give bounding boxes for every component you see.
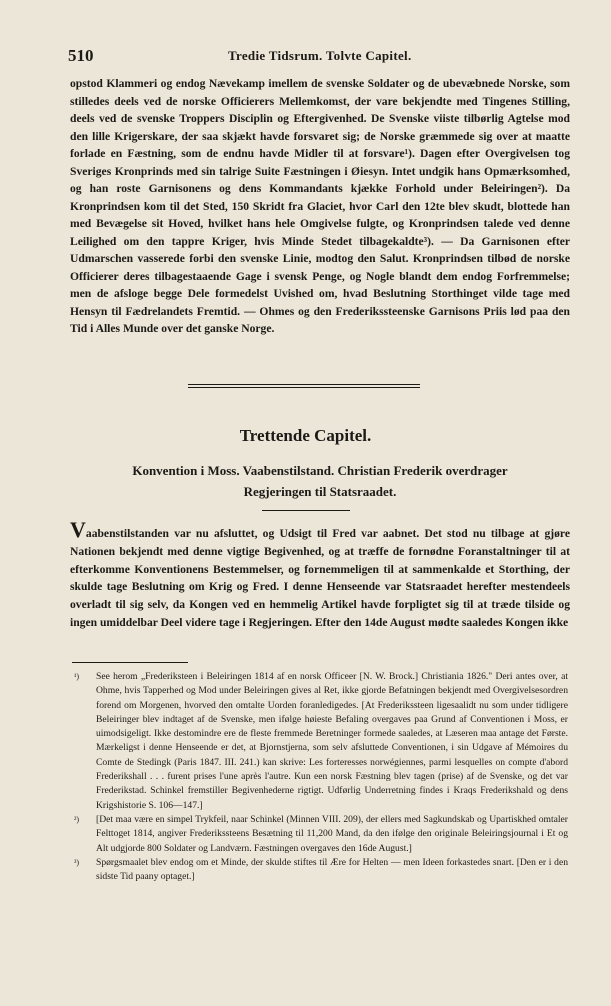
footnote-separator bbox=[72, 662, 188, 663]
page-header bbox=[68, 46, 568, 68]
footnote-text: [Det maa være en simpel Trykfeil, naar Schinkel (Minnen VIII. 209), der ellers med Sagkundskab og Upartiskhed omtaler Felttoget 1814, angiver Frederikssteens Besætning til 11,200 Mand, da den ifølge den originale Beleiringsjournal i Et og Alt udgjorde 800 Soldater og Landværn. Fæstningen overgaves den 16de August.] bbox=[96, 813, 568, 854]
footnote-mark: ²) bbox=[74, 814, 80, 824]
footnote-1 bbox=[74, 670, 568, 813]
footnote-text: See herom „Frederiksteen i Beleiringen 1814 af en norsk Officeer [N. W. Brock.] Christiania 1826." Deri antes over, at Ohme, hvis Tapperhed og Mod under Beleiringen gives al Ret, ikke gjorde Befatningen bekjendt med Overgivelsesordren forend om Morgenen, hvorved den omtalte Uorden foranledigedes. [At Frederikssteen ligesaalidt nu som under tidligere Beleiringer blev indtaget af de Svenske, men ifølge høieste Befaling overgaves paa Grund af Conventionen i Moss, er uimodsigeligt. Ikke destomindre ere de fleste fremmede Beretninger formede saaledes, at Læseren maa antage det Første. Mærkeligst i denne Henseende er det, at Bjornstjerna, som selv afsluttede Conventionen, i sin Udgave af Mémoires du Comte de Stedingk (Paris 1847. III. 241.) kan skrive: Les forteresses norwégiennes, parmi lesquelles on compte d'abord Frederikshall . . . furent prises l'une après l'autre. Kun een norsk Fæstning blev tagen (prise) af de Svenske, og det var Frederikstad. Schinkel fremstiller Begivenhederne rigtigt. Udførlig Underretning findes i Kraqs Frederikshald og dens Krigshistorie S. 106—147.] bbox=[96, 671, 568, 811]
chapter-summary-line-2: Regjeringen til Statsraadet. bbox=[243, 484, 397, 499]
footnote-2 bbox=[74, 813, 568, 856]
chapter-title: Trettende Capitel. bbox=[239, 426, 372, 445]
footnote-3 bbox=[74, 856, 568, 885]
section-divider bbox=[188, 384, 420, 388]
footnote-text: Spørgsmaalet blev endog om et Minde, der skulde stiftes til Ære for Helten — men Ideen forkastedes snart. [Den er i den sidste Tid paany optaget.] bbox=[96, 856, 568, 883]
drop-cap: V bbox=[70, 517, 86, 542]
footnote-mark: ¹) bbox=[74, 672, 80, 681]
running-title: Tredie Tidsrum. Tolvte Capitel. bbox=[228, 48, 412, 63]
summary-divider bbox=[262, 510, 350, 511]
page-number: 510 bbox=[68, 46, 94, 65]
chapter-summary bbox=[90, 460, 550, 502]
chapter-opening-paragraph bbox=[70, 517, 570, 632]
footnote-mark: ³) bbox=[74, 857, 80, 867]
continued-paragraph: opstod Klammeri og endog Nævekamp imellem de svenske Soldater og de ubevæbnede Norske, som stilledes deels ved de norske Officierers Mellemkomst, der vare bekjendte med Tingenes Stilling, deels ved de svenske Troppers Disciplin og Eftergivenhed. De Svenske viiste tilbørlig Agtelse mod den lille Krigerskare, der saa skjækt havde forsvaret sig; de Norske græmmede sig over at maatte forlade en Fæstning, som de endnu havde Midler til at forsvare¹). Dagen efter Overgivelsen tog Sveriges Kronprinds med sin talrige Suite Fæstningen i Øiesyn. Intet undgik hans Opmærksomhed, og han roste Garnisonens og dens Kommandants kjække Forhold under Beleiringen²). Da Kronprindsen kom til det Sted, 150 Skridt fra Glaciet, hvor Carl den 12te blev skudt, blottede han med Bevægelse sit Hoved, hvilket hans hele Omgivelse fulgte, og Kronprindsen talede ved denne Leilighed om den tappre Kriger, hvis Minde Stedet tilbagekaldte³). — Da Garnisonen efter Udmarschen vasserede forbi den svenske Linie, modtog den Salut. Kronprindsen tilbød de norske Officierer deres tilbagestaaende Gage i svensk Penge, og Nogle blandt dem endog Forfremmelse; men de afsloge begge Dele formedelst Uvished om, hvad Beslutning Storthinget vilde tage med Hensyn til Fædrelandets Fremtid. — Ohmes og den Frederikssteenske Garnisons Priis lød paa den Tid i Alles Munde over det ganske Norge. bbox=[70, 77, 570, 335]
opening-paragraph-text: aabenstilstanden var nu afsluttet, og Udsigt til Fred var aabnet. Det stod nu tilbage at gjøre Nationen bekjendt med denne vigtige Begivenhed, og at træffe de fornødne Foranstaltninger til at efterkomme Konventionens Bestemmelser, og fornemmeligen til at sammenkalde et Storthing, der skulde tage Beslutning om Krig og Fred. I denne Henseende var Statsraadet herefter mestendeels overladt til sig selv, da Kongen ved en hemmelig Artikel havde forpligtet sig til at træde tilside og ingen umiddelbar Deel videre tage i Regjeringen. Efter den 14de August mødte saaledes Kongen ikke bbox=[70, 527, 570, 629]
chapter-summary-line-1: Konvention i Moss. Vaabenstilstand. Christian Frederik overdrager bbox=[132, 463, 508, 478]
footnotes bbox=[74, 670, 568, 884]
